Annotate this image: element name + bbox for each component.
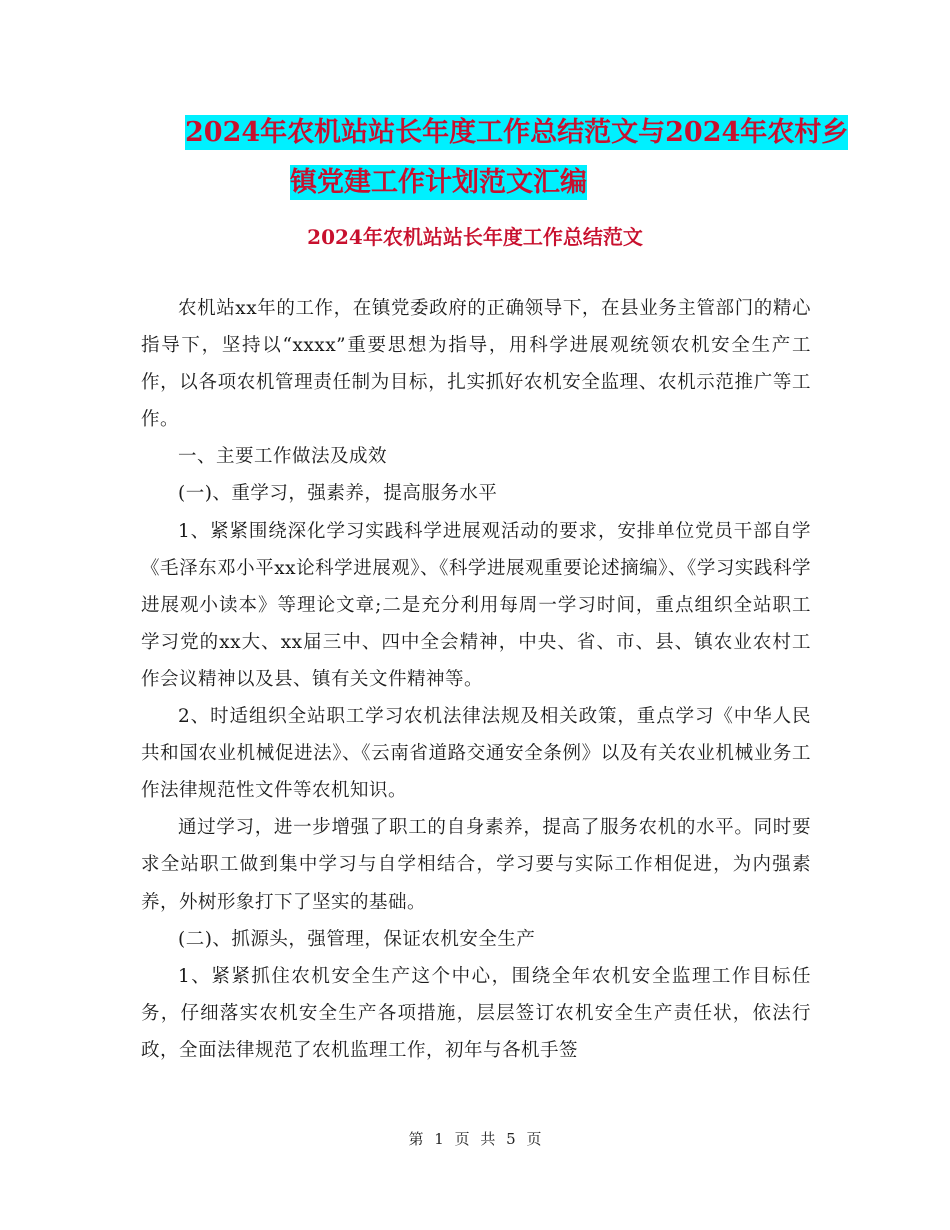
paragraph: (一)、重学习，强素养，提高服务水平	[178, 483, 498, 505]
paragraph: 1、紧紧围绕深化学习实践科学进展观活动的要求，安排单位党员干部自学《毛泽东邓小平xx论科学进展观》、《科学进展观重要论述摘编》、《学习实践科学进展观小读本》等理论文章;二是充分利用每周一学习时间，重点组织全站职工学习党的xx大、xx届三中、四中全会精神，中央、省、市、县、镇农业农村工作会议精神以及县、镇有关文件精神等。	[141, 520, 811, 690]
document-title	[0, 108, 950, 208]
title-line-1	[0, 108, 950, 158]
paragraph: 农机站xx年的工作，在镇党委政府的正确领导下，在县业务主管部门的精心指导下，坚持以“xxxx”重要思想为指导，用科学进展观统领农机安全生产工作，以各项农机管理责任制为目标，扎实抓好农机安全监理、农机示范推广等工作。	[141, 298, 811, 431]
paragraph: 通过学习，进一步增强了职工的自身素养，提高了服务农机的水平。同时要求全站职工做到集中学习与自学相结合，学习要与实际工作相促进，为内强素养，外树形象打下了坚实的基础。	[141, 817, 811, 913]
title-highlight-2: 镇党建工作计划范文汇编	[290, 167, 587, 198]
paragraph: 2、时适组织全站职工学习农机法律法规及相关政策，重点学习《中华人民共和国农业机械促进法》、《云南省道路交通安全条例》以及有关农业机械业务工作法律规范性文件等农机知识。	[141, 706, 811, 802]
document-body	[141, 290, 811, 1069]
paragraph: 1、紧紧抓住农机安全生产这个中心，围绕全年农机安全监理工作目标任务，仔细落实农机安全生产各项措施，层层签订农机安全生产责任状，依法行政，全面法律规范了农机监理工作，初年与各机手签	[141, 965, 811, 1061]
title-line-2	[0, 158, 950, 208]
paragraph: (二)、抓源头，强管理，保证农机安全生产	[178, 928, 536, 950]
title-highlight-1: 2024年农机站站长年度工作总结范文与2024年农村乡	[185, 117, 849, 148]
page-footer: 第 1 页 共 5 页	[408, 1130, 542, 1148]
section-title: 2024年农机站站长年度工作总结范文	[307, 225, 643, 249]
paragraph: 一、主要工作做法及成效	[178, 446, 388, 468]
